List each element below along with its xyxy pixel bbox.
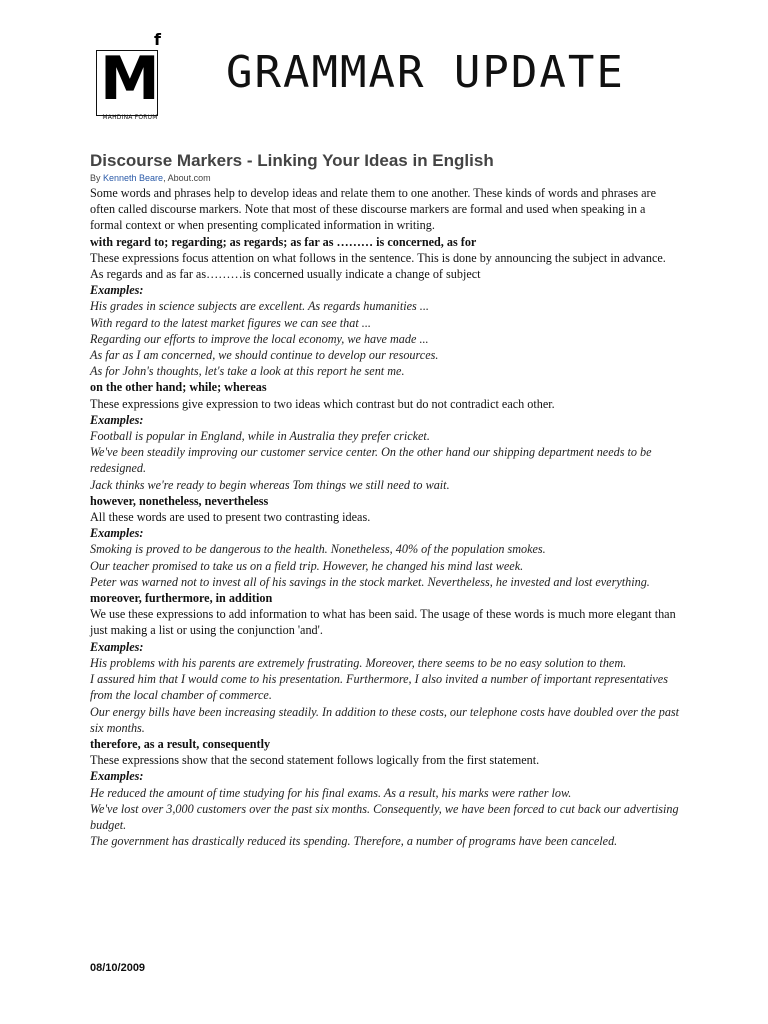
- logo-letter: M: [100, 44, 160, 114]
- example-sentence: Peter was warned not to invest all of his savings in the stock market. Nevertheless, he invested and lost everything.: [90, 574, 650, 589]
- section-heading: with regard to; regarding; as regards; as far as ……… is concerned, as for: [90, 234, 477, 249]
- section-heading: however, nonetheless, nevertheless: [90, 493, 269, 508]
- section-description: We use these expressions to add information to what has been said. The usage of these words is much more elegant than just making a list or using the conjunction 'and'.: [90, 607, 676, 638]
- article-body: [90, 185, 680, 849]
- author-link[interactable]: Kenneth Beare: [103, 173, 164, 183]
- example-sentence: His problems with his parents are extremely frustrating. Moreover, there seems to be no easy solution to them.: [90, 655, 627, 670]
- example-sentence: Football is popular in England, while in Australia they prefer cricket.: [90, 429, 430, 444]
- byline-source: , About.com: [163, 173, 211, 183]
- example-sentence: Our energy bills have been increasing steadily. In addition to these costs, our telephone costs have doubled over the past six months.: [90, 704, 680, 735]
- examples-label: Examples:: [90, 412, 144, 427]
- examples-label: Examples:: [90, 769, 144, 784]
- section-description: These expressions give expression to two ideas which contrast but do not contradict each other.: [90, 396, 555, 411]
- article: [90, 150, 680, 849]
- byline-prefix: By: [90, 173, 104, 183]
- logo-caption: MAHDINA FORUM: [102, 114, 158, 121]
- example-sentence: Regarding our efforts to improve the local economy, we have made ...: [90, 331, 429, 346]
- section-heading: on the other hand; while; whereas: [90, 380, 267, 395]
- mahdina-forum-logo: [94, 30, 166, 124]
- example-sentence: As far as I am concerned, we should continue to develop our resources.: [90, 348, 439, 363]
- example-sentence: Our teacher promised to take us on a field trip. However, he changed his mind last week.: [90, 558, 524, 573]
- section-heading: therefore, as a result, consequently: [90, 736, 271, 751]
- example-sentence: Smoking is proved to be dangerous to the health. Nonetheless, 40% of the population smokes.: [90, 542, 546, 557]
- example-sentence: As for John's thoughts, let's take a look at this report he sent me.: [90, 364, 405, 379]
- section-description: These expressions focus attention on what follows in the sentence. This is done by announcing the subject in advance. As regards and as far as………is concerned usually indicate a change of subject: [90, 250, 666, 282]
- page-title: GRAMMAR UPDATE: [226, 47, 625, 98]
- logo-superscript: f: [154, 30, 161, 49]
- example-sentence: We've lost over 3,000 customers over the past six months. Consequently, we have been forced to cut back our advertising budget.: [90, 801, 679, 832]
- intro-paragraph: Some words and phrases help to develop ideas and relate them to one another. These kinds of words and phrases are often called discourse markers. Note that most of these discourse markers are formal and used when speaking in a formal context or when presenting complicated information in writing.: [90, 186, 656, 233]
- examples-label: Examples:: [90, 639, 144, 654]
- byline: [90, 172, 680, 184]
- section-heading: moreover, furthermore, in addition: [90, 591, 273, 606]
- example-sentence: I assured him that I would come to his presentation. Furthermore, I also invited a number of important representatives from the local chamber of commerce.: [90, 672, 668, 703]
- example-sentence: We've been steadily improving our customer service center. On the other hand our shipping department needs to be redesigned.: [90, 445, 652, 476]
- section-description: These expressions show that the second statement follows logically from the first statement.: [90, 753, 540, 768]
- article-title: Discourse Markers - Linking Your Ideas in English: [90, 151, 494, 170]
- example-sentence: He reduced the amount of time studying for his final exams. As a result, his marks were rather low.: [90, 785, 572, 800]
- example-sentence: His grades in science subjects are excellent. As regards humanities ...: [90, 299, 429, 314]
- examples-label: Examples:: [90, 283, 144, 298]
- example-sentence: With regard to the latest market figures we can see that ...: [90, 315, 371, 330]
- section-description: All these words are used to present two contrasting ideas.: [90, 510, 371, 525]
- footer-date: 08/10/2009: [90, 962, 146, 974]
- examples-label: Examples:: [90, 526, 144, 541]
- example-sentence: Jack thinks we're ready to begin whereas Tom things we still need to wait.: [90, 477, 450, 492]
- example-sentence: The government has drastically reduced its spending. Therefore, a number of programs have been canceled.: [90, 834, 618, 849]
